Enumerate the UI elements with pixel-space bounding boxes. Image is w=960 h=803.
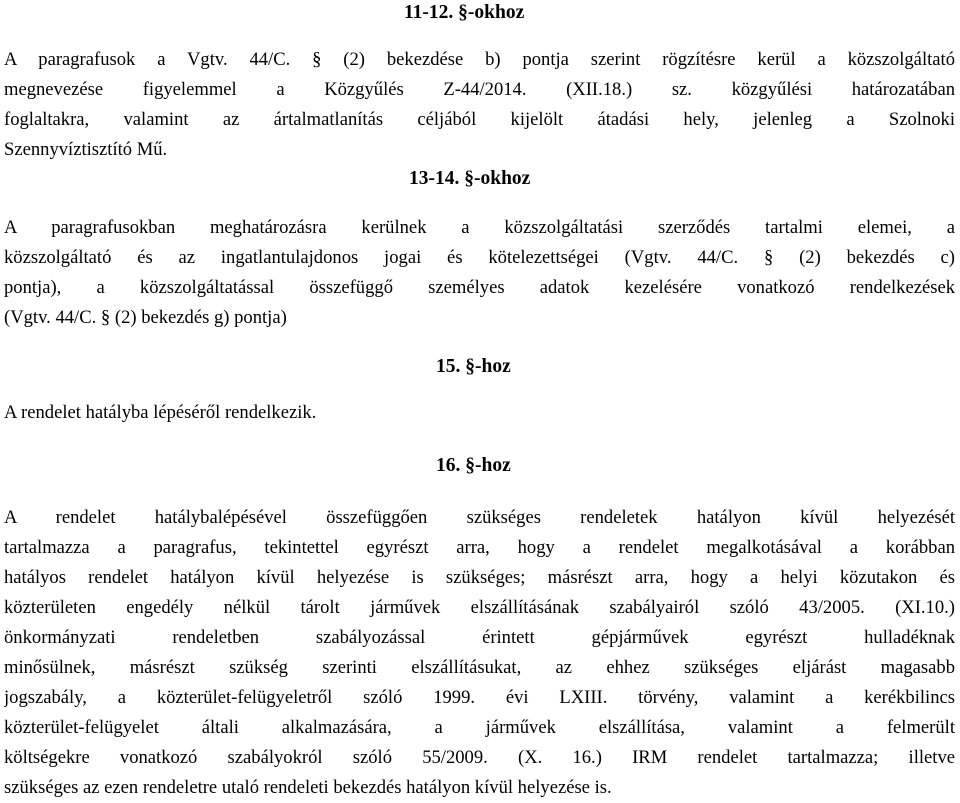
paragraph-line: közterület-felügyelet általi alkalmazására, a járművek elszállítása, valamint a felmerült [4,717,955,738]
paragraph-line: foglaltakra, valamint az ártalmatlanítás céljából kijelölt átadási hely, jelenleg a Szolnoki [4,109,955,130]
paragraph-line: A paragrafusokban meghatározásra kerülnek a közszolgáltatási szerződés tartalmi elemei, a [4,217,955,238]
paragraph-line: A rendelet hatálybalépésével összefüggően szükséges rendeletek hatályon kívül helyezését [4,507,955,528]
paragraph-line: szükséges az ezen rendeletre utaló rendeleti bekezdés hatályon kívül helyezése is. [4,777,612,798]
section-body-15 [4,398,955,428]
paragraph-line: A paragrafusok a Vgtv. 44/C. § (2) bekezdése b) pontja szerint rögzítésre kerül a közszolgáltató [4,49,955,70]
paragraph-line: közterületen engedély nélkül tárolt járművek elszállításának szabályairól szóló 43/2005. (XI.10.) [4,597,955,618]
paragraph-line: (Vgtv. 44/C. § (2) bekezdés g) pontja) [4,307,287,328]
paragraph-line: Szennyvíztisztító Mű. [4,139,168,160]
paragraph-line: önkormányzati rendeletben szabályozással érintett gépjárművek egyrészt hulladéknak [4,627,955,648]
paragraph-line: közszolgáltató és az ingatlantulajdonos jogai és kötelezettségei (Vgtv. 44/C. § (2) bekezdés c) [4,247,955,268]
paragraph-line: minősülnek, másrészt szükség szerinti elszállításukat, az ehhez szükséges eljárást magasabb [4,657,955,678]
section-heading-13-14: 13-14. §-okhoz [409,168,531,189]
section-heading-15: 15. §-hoz [436,356,511,377]
paragraph-line: megnevezése figyelemmel a Közgyűlés Z-44/2014. (XII.18.) sz. közgyűlési határozatában [4,79,955,100]
section-body-13-14 [4,213,955,333]
paragraph-line: hatályos rendelet hatályon kívül helyezése is szükséges; másrészt arra, hogy a helyi közutakon és [4,567,955,588]
paragraph-line: pontja), a közszolgáltatással összefüggő személyes adatok kezelésére vonatkozó rendelkezések [4,277,955,298]
section-heading-16: 16. §-hoz [436,455,511,476]
section-body-16 [4,503,955,803]
paragraph-line: tartalmazza a paragrafus, tekintettel egyrészt arra, hogy a rendelet megalkotásával a korábban [4,537,955,558]
section-heading-11-12: 11-12. §-okhoz [404,2,525,23]
paragraph-line: költségekre vonatkozó szabályokról szóló 55/2009. (X. 16.) IRM rendelet tartalmazza; illetve [4,747,955,768]
paragraph-line: jogszabály, a közterület-felügyeletről szóló 1999. évi LXIII. törvény, valamint a kerékbilincs [4,687,955,708]
section-body-11-12 [4,45,955,165]
paragraph-line: A rendelet hatályba lépéséről rendelkezik. [4,402,317,423]
